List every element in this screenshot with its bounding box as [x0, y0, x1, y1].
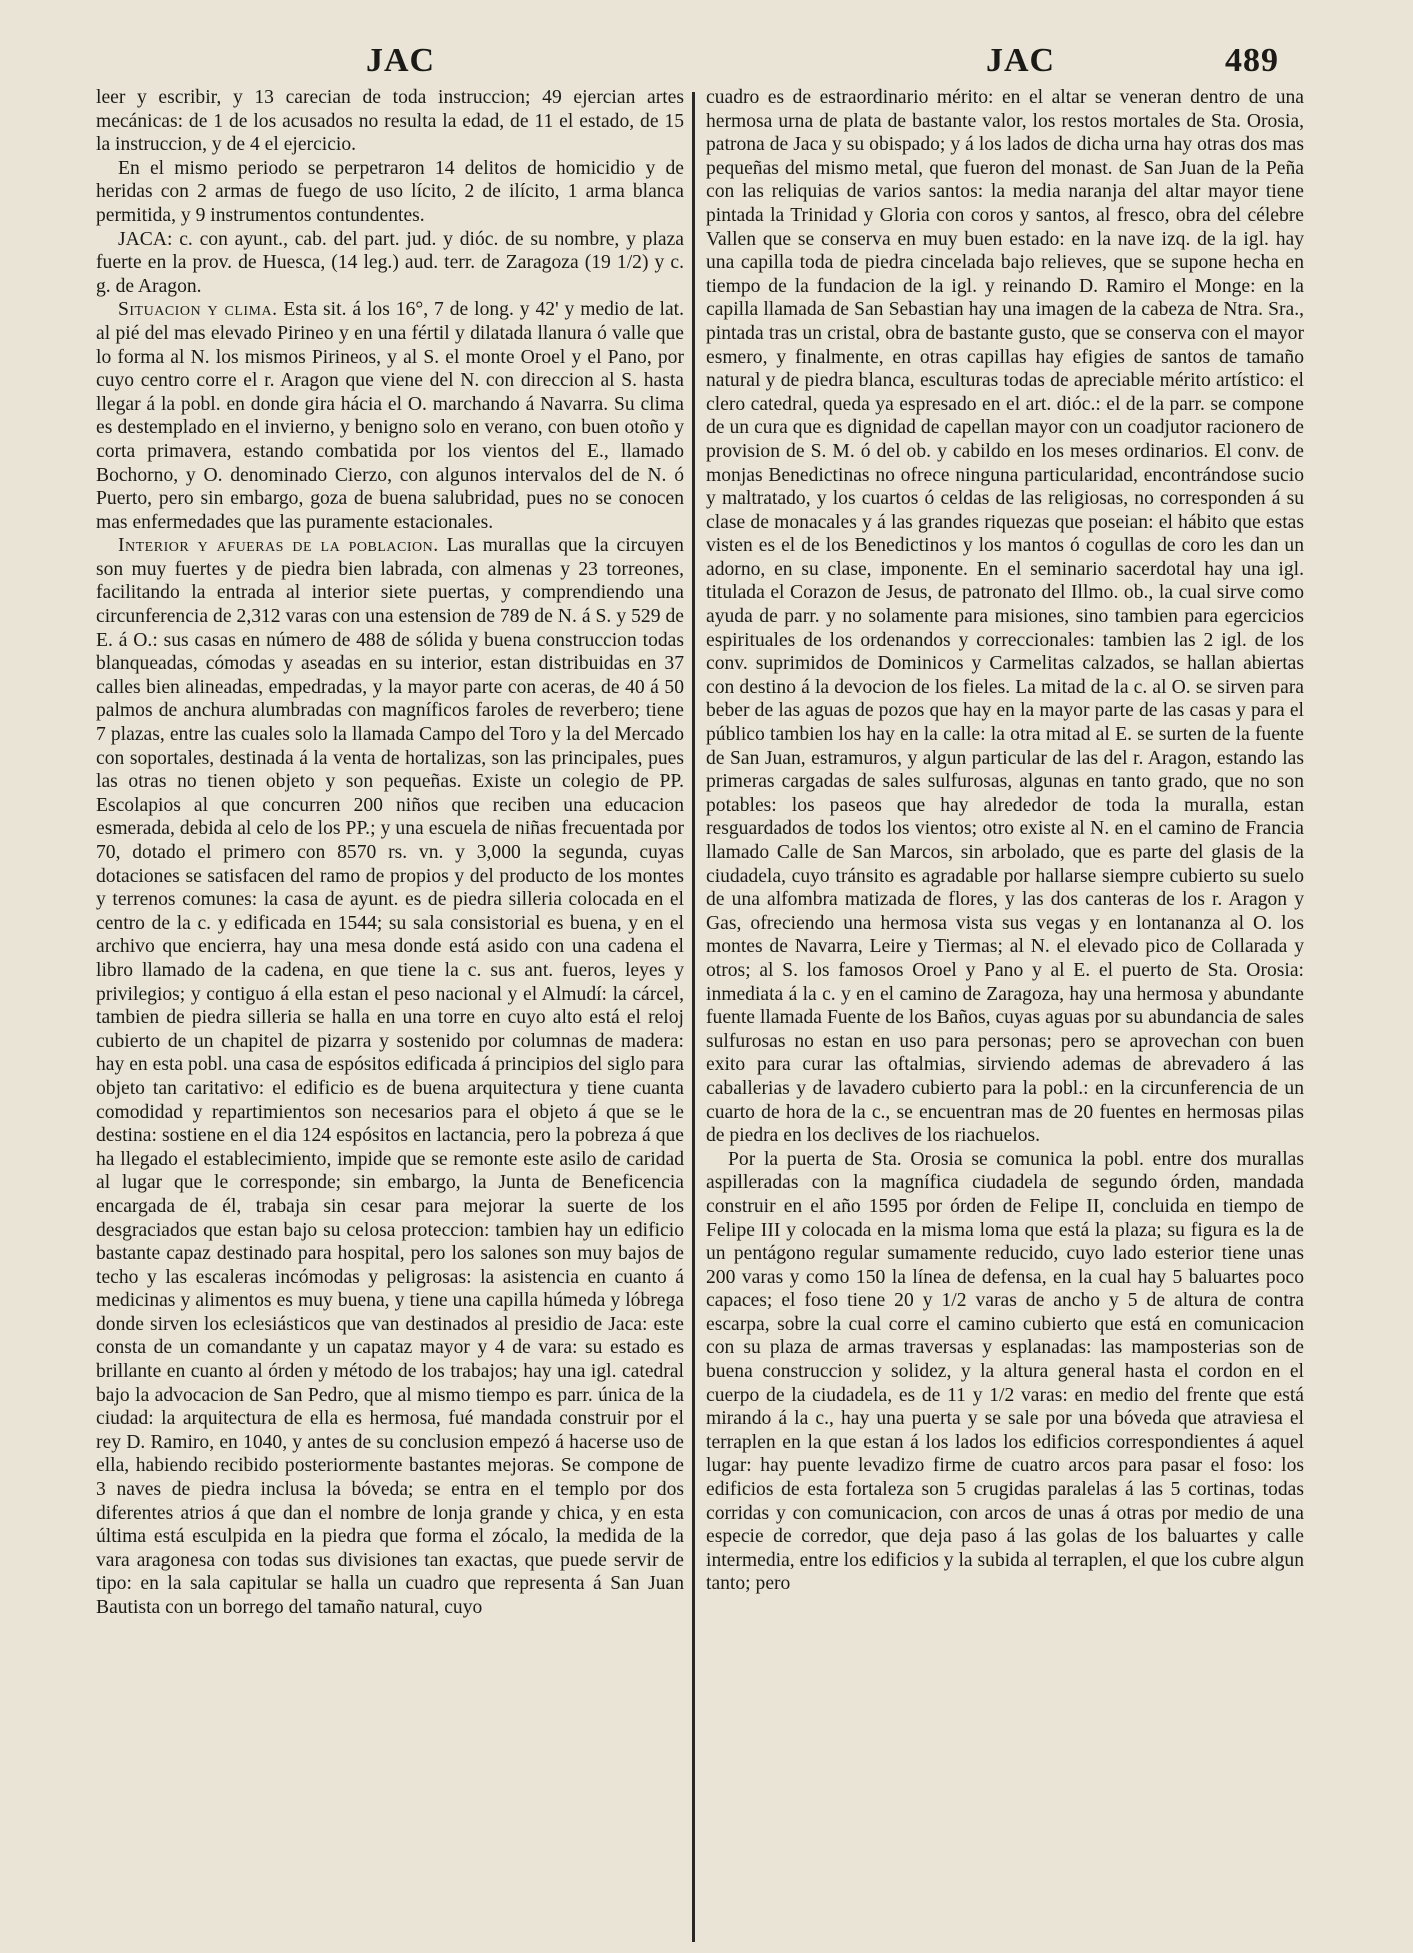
running-head-left: JAC [366, 42, 436, 79]
paragraph: Por la puerta de Sta. Orosia se comunica la pobl. entre dos murallas aspilleradas con la magnífica ciudadela de segundo órden, mandada construir en el año 1595 por órden de Felipe II, concluida en tiempo de Felipe III y colocada en la misma loma que está la plaza; su figura es la de un pentágono regular sumamente reducido, cuyo lado esterior tiene unas 200 varas y como 150 la línea de defensa, en la cual hay 5 baluartes poco capaces; el foso tiene 20 y 1/2 varas de ancho y 5 de altura de contra escarpa, sobre la cual corre el camino cubierto que está en comunicacion con su plaza de armas traversas y esplanadas: las mamposterias son de buena construccion y solidez, y la altura general hasta el cordon en el cuerpo de la ciudadela, es de 11 y 1/2 varas: en medio del frente que está mirando á la c., hay una puerta y se sale por una bóveda que atraviesa el terraplen en la que estan á los lados los edificios correspondientes á aquel lugar: hay puente levadizo firme de cuatro arcos para pasar el foso: los edificios de esta fortaleza son 5 crugidas paralelas á las 5 cortinas, todas corridas y con comunicacion, con arcos de unas á otras por medio de una especie de corredor, que deja paso á las golas de los baluartes y calle intermedia, entre los edificios y la subida al terraplen, el que los cubre algun tanto; pero [706, 1148, 1304, 1595]
section-heading: Interior y afueras de la poblacion. [118, 535, 439, 557]
paragraph: JACA: c. con ayunt., cab. del part. jud. y dióc. de su nombre, y plaza fuerte en la prov. de Huesca, (14 leg.) aud. terr. de Zaragoza (19 1/2) y c. g. de Aragon. [96, 228, 684, 297]
right-column [706, 86, 1304, 1596]
paragraph: cuadro es de estraordinario mérito: en el altar se veneran dentro de una hermosa urna de plata de bastante valor, los restos mortales de Sta. Orosia, patrona de Jaca y su obispado; y á los lados de dicha urna hay otras dos mas pequeñas del mismo metal, que fueron del monast. de San Juan de la Peña con las reliquias de varios santos: la media naranja del altar mayor tiene pintada la Trinidad y Gloria con coros y santos, al fresco, obra del célebre Vallen que se conserva en muy buen estado: en la nave izq. de la igl. hay una capilla toda de piedra cincelada bajo relieves, que se supone hecha en tiempo de la fundacion de la igl. y reinando D. Ramiro el Monge: en la capilla llamada de San Sebastian hay una imagen de la cabeza de Ntra. Sra., pintada tras un cristal, obra de bastante gusto, que se conserva con el mayor esmero, y finalmente, en otras capillas hay efigies de santos de tamaño natural y de piedra blanca, esculturas todas de apreciable mérito artístico: el clero catedral, queda ya espresado en el art. dióc.: el de la parr. se compone de un cura que es dignidad de capellan mayor con un coadjutor racionero de provision de S. M. ó del ob. y cabildo en los meses ordinarios. El conv. de monjas Benedictinas no ofrece ninguna particularidad, encontrándose sucio y maltratado, y los cuartos ó celdas de las religiosas, no corresponden á su clase de monacales y á las grandes riquezas que poseian: el hábito que estas visten es el de los Benedictinos y los mantos ó cogullas de coro les dan un adorno, en su clase, imponente. En el seminario sacerdotal hay una igl. titulada el Corazon de Jesus, de patronato del Illmo. ob., la cual sirve como ayuda de parr. y no solamente para misiones, sino tambien para egercicios espirituales de los ordenandos y correccionales: tambien las 2 igl. de los conv. suprimidos de Dominicos y Carmelitas calzados, se hallan abiertas con destino á la devocion de los fieles. La mitad de la c. al O. se sirven para beber de las aguas de pozos que hay en la mayor parte de las casas y para el público tambien los hay en la calle: la otra mitad al E. se surten de la fuente de San Juan, estramuros, y algun particular de las del r. Aragon, estando las primeras cargadas de sales sulfurosas, algunas en tanto grado, que no son potables: los paseos que hay alrededor de toda la muralla, estan resguardados de todos los vientos; otro existe al N. en el camino de Francia llamado Calle de San Marcos, sin arbolado, que es parte del glasis de la ciudadela, cuyo tránsito es agradable por hallarse siempre cubierto su suelo de una alfombra matizada de flores, y las dos canteras de los r. Aragon y Gas, ofreciendo una hermosa vista sus vegas y en lontananza al O. los montes de Navarra, Leire y Tiermas; al N. el elevado pico de Collarada y otros; al S. los famosos Oroel y Pano y al E. el puerto de Sta. Orosia: inmediata á la c. y en el camino de Zaragoza, hay una hermosa y abundante fuente llamada Fuente de los Baños, cuyas aguas por su abundancia de sales sulfurosas no estan en uso para personas; pero se aprovechan con buen exito para curar las oftalmias, sirviendo ademas de abrevadero á las caballerias y de lavadero cubierto para la pobl.: en la circunferencia de un cuarto de hora de la c., se encuentran mas de 20 fuentes en hermosas pilas de piedra en los declives de los riachuelos. [706, 87, 1304, 1147]
paragraph: En el mismo periodo se perpetraron 14 delitos de homicidio y de heridas con 2 armas de fuego de uso lícito, 2 de ilícito, 1 arma blanca permitida, y 9 instrumentos contundentes. [96, 157, 684, 226]
section-heading: Situacion y clima. [118, 299, 278, 321]
paragraph: leer y escribir, y 13 carecian de toda instruccion; 49 ejercian artes mecánicas: de 1 de los acusados no resulta la edad, de 11 el estado, de 15 la instruccion, y de 4 el ejercicio. [96, 87, 684, 156]
paragraph-text: Las murallas que la circuyen son muy fuertes y de piedra bien labrada, con almenas y 23 torreones, facilitando la entrada al interior siete puertas, y comprendiendo una circunferencia de 2,312 varas con una estension de 789 de N. á S. y 529 de E. á O.: sus casas en número de 488 de sólida y buena construccion todas blanqueadas, cómodas y aseadas en su interior, estan distribuidas en 37 calles bien alineadas, empedradas, y la mayor parte con aceras, de 40 á 50 palmos de anchura alumbradas con magníficos faroles de reverbero; tiene 7 plazas, entre las cuales solo la llamada Campo del Toro y la del Mercado con soportales, destinada á la venta de hortalizas, son las principales, pues las otras no tienen objeto y son pequeñas. Existe un colegio de PP. Escolapios al que concurren 200 niños que reciben una educacion esmerada, debida al celo de los PP.; y una escuela de niñas frecuentada por 70, dotado el primero con 8570 rs. vn. y 3,000 la segunda, cuyas dotaciones se satisfacen del ramo de propios y del producto de los montes y terrenos comunes: la casa de ayunt. es de piedra silleria colocada en el centro de la c. y edificada en 1544; su sala consistorial es buena, y en el archivo que encierra, hay una mesa donde está asido con una cadena el libro llamado de la cadena, en que tiene la c. sus ant. fueros, leyes y privilegios; y contiguo á ella estan el peso nacional y el Almudí: la cárcel, tambien de piedra silleria se halla en una torre en cuyo alto está el reloj cubierto de un chapitel de pizarra y sostenido por columnas de madera: hay en esta pobl. una casa de espósitos edificada á principios del siglo para objeto tan caritativo: el edificio es de buena arquitectura y tiene cuanta comodidad y repartimientos son necesarios para el objeto á que se le destina: sostiene en el dia 124 espósitos en lactancia, pero la pobreza á que ha llegado el establecimiento, impide que se remonte este asilo de caridad al lugar que le corresponde; sin embargo, la Junta de Beneficencia encargada de él, trabaja sin cesar para mejorar la suerte de los desgraciados que estan bajo su celosa proteccion: tambien hay un edificio bastante capaz destinado para hospital, pero los salones son muy bajos de techo y las escaleras incómodas y peligrosas: la asistencia en cuanto á medicinas y alimentos es muy buena, y tiene una capilla húmeda y lóbrega donde sirven los eclesiásticos que van destinados al presidio de Jaca: este consta de un comandante y un capataz mayor y 4 de vara: su estado es brillante en cuanto al órden y método de los trabajos; hay una igl. catedral bajo la advocacion de San Pedro, que al mismo tiempo es parr. única de la ciudad: la arquitectura de ella es hermosa, fué mandada construir por el rey D. Ramiro, en 1040, y antes de su conclusion empezó á hacerse uso de ella, habiendo recibido posteriormente bastantes mejoras. Se compone de 3 naves de piedra inclusa la bóveda; se entra en el templo por dos diferentes atrios á que dan el nombre de lonja grande y chica, y en esta última está esculpida en la piedra que forma el zócalo, la medida de la vara aragonesa con todas sus divisiones tan exactas, que puede servir de tipo: en la sala capitular se halla un cuadro que representa á San Juan Bautista con un borrego del tamaño natural, cuyo [96, 535, 684, 1618]
page-number: 489 [1225, 42, 1279, 79]
paragraph [96, 298, 684, 534]
running-head-center: JAC [986, 42, 1056, 79]
left-column [96, 86, 684, 1620]
paragraph [96, 534, 684, 1619]
paragraph-text: Esta sit. á los 16°, 7 de long. y 42' y medio de lat. al pié del mas elevado Pirineo y en una fértil y dilatada llanura ó valle que lo forma al N. los mismos Pirineos, y al S. el monte Oroel y el Pano, por cuyo centro corre el r. Aragon que viene del N. con direccion al S. hasta llegar á la pobl. en donde gira hácia el O. marchando á Navarra. Su clima es destemplado en el invierno, y benigno solo en verano, con buen otoño y corta primavera, estando combatida por los vientos del E., llamado Bochorno, y O. denominado Cierzo, con algunos intervalos del de N. ó Puerto, pero sin embargo, goza de buena salubridad, pues no se conocen mas enfermedades que las puramente estacionales. [96, 299, 684, 533]
column-divider [692, 92, 695, 1942]
